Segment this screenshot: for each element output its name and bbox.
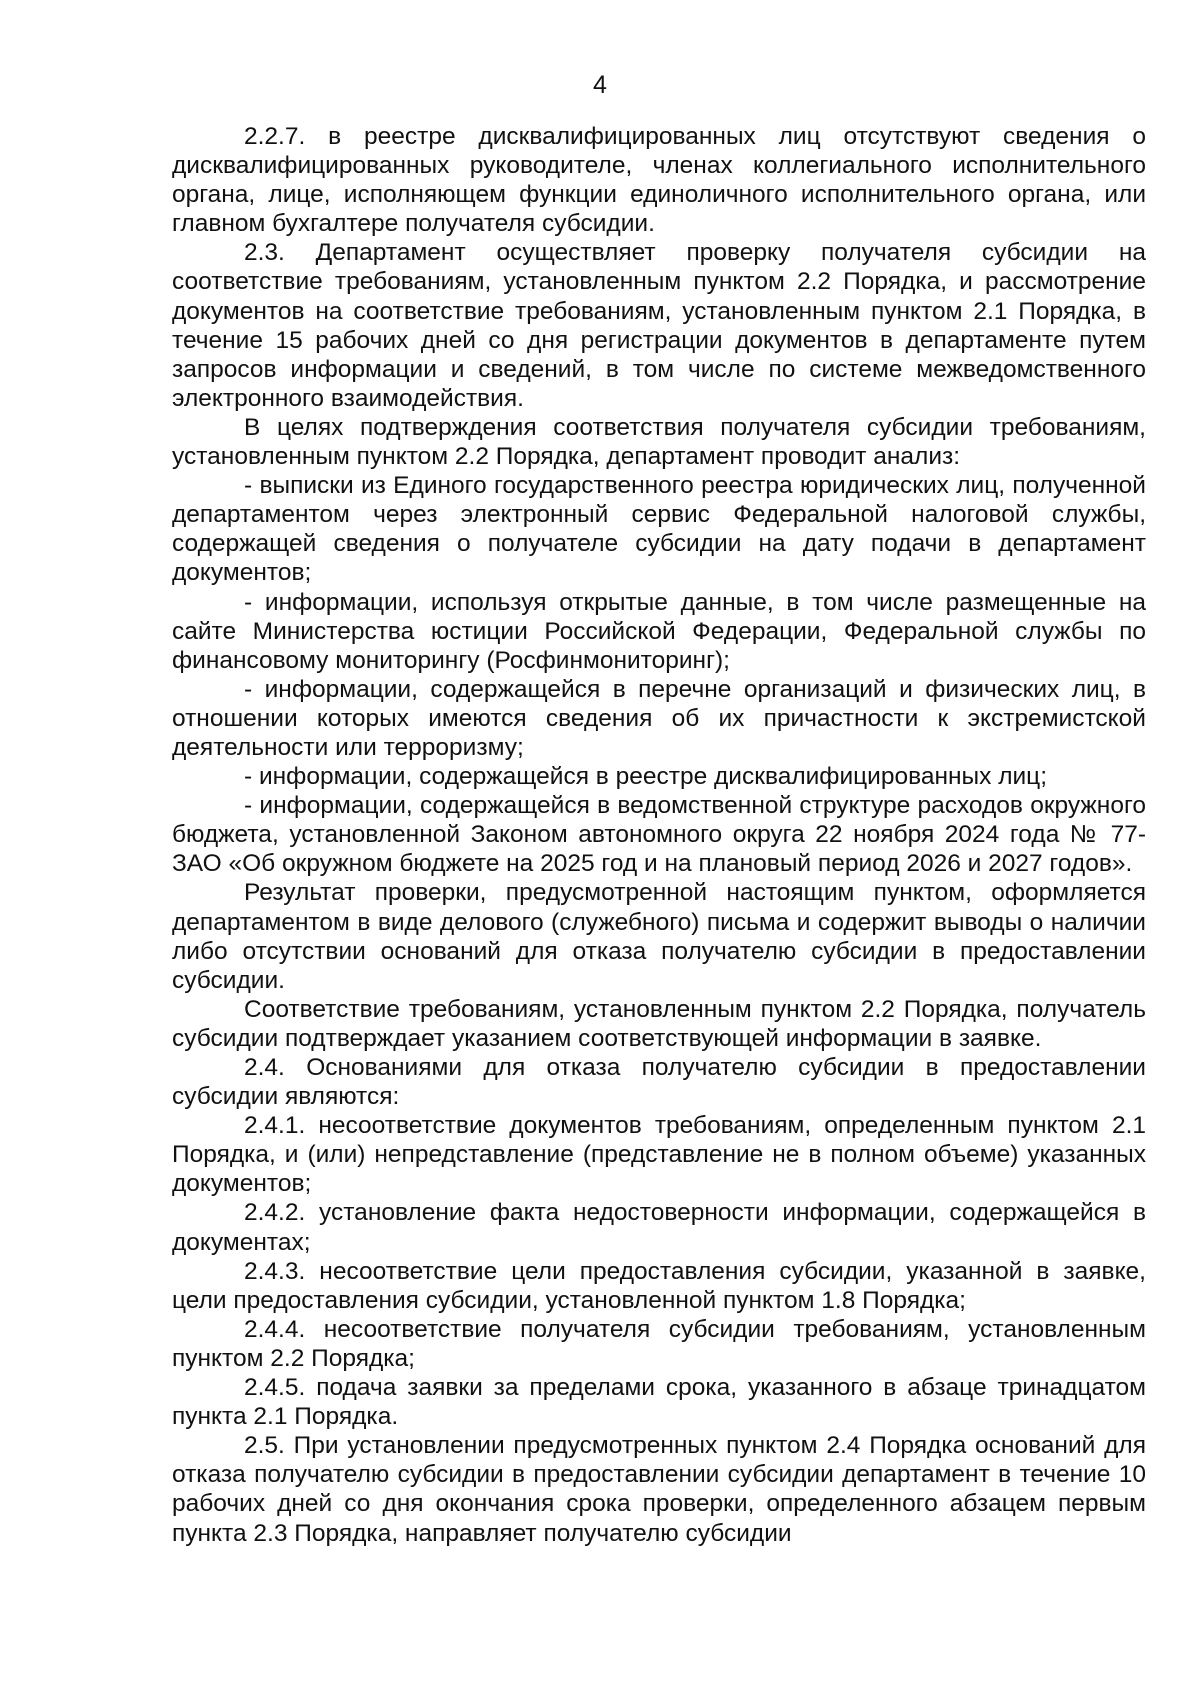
paragraph-2-4-1: 2.4.1. несоответствие документов требованиям, определенным пунктом 2.1 Порядка, и (или) непредставление (представление не в полном объеме) указанных документов; [172,1112,1146,1198]
list-item-open-data: - информации, используя открытые данные, в том числе размещенные на сайте Министерства юстиции Российской Федерации, Федеральной службы по финансовому мониторингу (Росфинмониторинг); [172,588,1146,674]
paragraph-2-4-2: 2.4.2. установление факта недостоверности информации, содержащейся в документах; [172,1199,1146,1256]
paragraph-compliance-confirmation: Соответствие требованиям, установленным пунктом 2.2 Порядка, получатель субсидии подтверждает указанием соответствующей информации в заявке. [172,995,1146,1052]
paragraph-2-5: 2.5. При установлении предусмотренных пунктом 2.4 Порядка оснований для отказа получателю субсидии в предоставлении субсидии департамент в течение 10 рабочих дней со дня окончания срока проверки, определенного абзацем первым пункта 2.3 Порядка, направляет получателю субсидии [172,1432,1146,1547]
paragraph-2-4-4: 2.4.4. несоответствие получателя субсидии требованиям, установленным пунктом 2.2 Порядка; [172,1315,1146,1372]
paragraph-2-3: 2.3. Департамент осуществляет проверку получателя субсидии на соответствие требованиям, установленным пунктом 2.2 Порядка, и рассмотрение документов на соответствие требованиям, установленным пунктом 2.1 Порядка, в течение 15 рабочих дней со дня регистрации документов в департаменте путем запросов информации и сведений, в том числе по системе межведомственного электронного взаимодействия. [172,239,1146,412]
paragraph-check-result: Результат проверки, предусмотренной настоящим пунктом, оформляется департаментом в виде делового (служебного) письма и содержит выводы о наличии либо отсутствии оснований для отказа получателю субсидии в предоставлении субсидии. [172,879,1146,994]
paragraph-2-4-5: 2.4.5. подача заявки за пределами срока, указанного в абзаце тринадцатом пункта 2.1 Порядка. [172,1374,1146,1431]
paragraph-analysis-intro: В целях подтверждения соответствия получателя субсидии требованиям, установленным пунктом 2.2 Порядка, департамент проводит анализ: [172,413,1146,471]
paragraph-2-4: 2.4. Основаниями для отказа получателю субсидии в предоставлении субсидии являются: [172,1054,1146,1111]
list-item-budget-structure: - информации, содержащейся в ведомственной структуре расходов окружного бюджета, установленной Законом автономного округа 22 ноября 2024 года № 77-ЗАО «Об окружном бюджете на 2025 год и на плановый период 2026 и 2027 годов». [172,792,1146,878]
list-item-egrul-extract: - выписки из Единого государственного реестра юридических лиц, полученной департаментом через электронный сервис Федеральной налоговой службы, содержащей сведения о получателе субсидии на дату подачи в департамент документов; [172,472,1146,587]
document-body [172,122,1146,1548]
list-item-extremism-list: - информации, содержащейся в перечне организаций и физических лиц, в отношении которых имеются сведения об их причастности к экстремистской деятельности или терроризму; [172,675,1146,761]
page-number: 4 [593,71,607,99]
paragraph-2-4-3: 2.4.3. несоответствие цели предоставления субсидии, указанной в заявке, цели предоставления субсидии, установленной пунктом 1.8 Порядка; [172,1257,1146,1314]
list-item-disqualified-registry: - информации, содержащейся в реестре дисквалифицированных лиц; [244,763,1048,791]
paragraph-2-2-7: 2.2.7. в реестре дисквалифицированных лиц отсутствуют сведения о дисквалифицированных руководителе, членах коллегиального исполнительного органа, лице, исполняющем функции единоличного исполнительного органа, или главном бухгалтере получателя субсидии. [172,123,1146,238]
